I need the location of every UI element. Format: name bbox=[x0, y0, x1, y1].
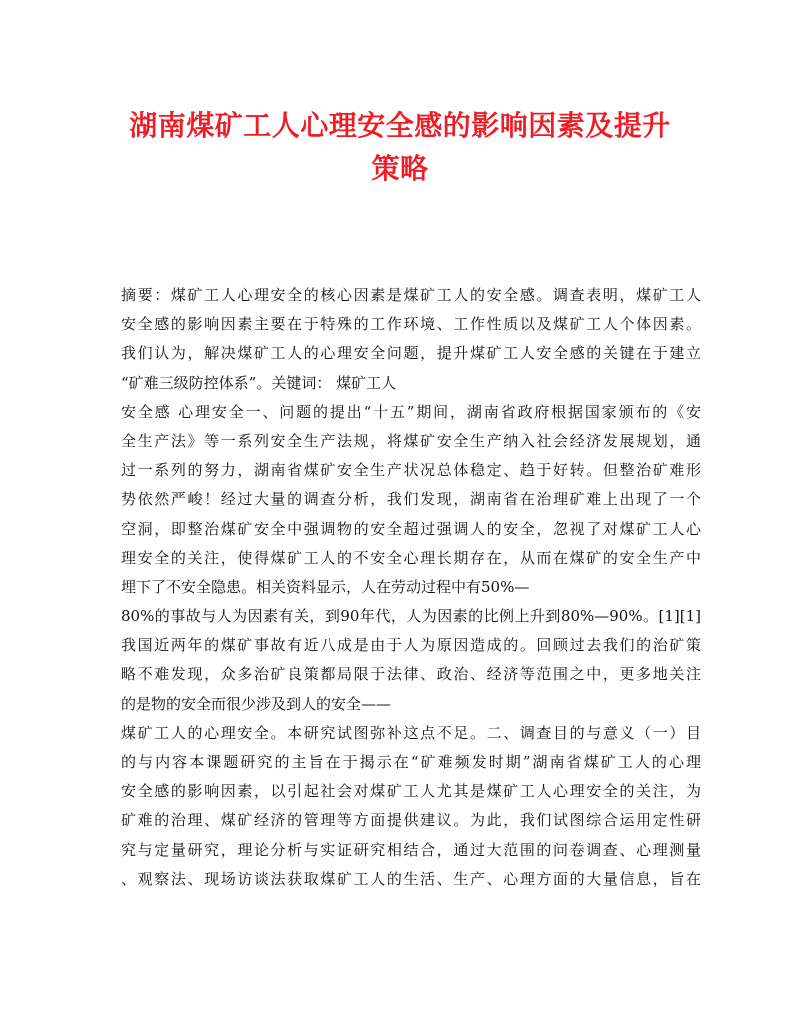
body-line: 全生产法》等一系列安全生产法规，将煤矿安全生产纳入社会经济发展规划，通 bbox=[121, 431, 701, 450]
body-line: 80%的事故与人为因素有关，到90年代，人为因素的比例上升到80%—90%。[1][1] bbox=[121, 607, 701, 626]
body-line: 安全感 心理安全一、问题的提出“十五”期间，湖南省政府根据国家颁布的《安 bbox=[121, 402, 701, 421]
body-line: 我国近两年的煤矿事故有近八成是由于人为原因造成的。回顾过去我们的治矿策 bbox=[121, 636, 701, 655]
body-line: 我们认为，解决煤矿工人的心理安全问题，提升煤矿工人安全感的关键在于建立 bbox=[121, 344, 701, 363]
body-line: 矿难的治理、煤矿经济的管理等方面提供建议。为此，我们试图综合运用定性研 bbox=[121, 811, 701, 830]
body-line: 理安全的关注，使得煤矿工人的不安全心理长期存在，从而在煤矿的安全生产中 bbox=[121, 548, 701, 567]
body-line: 过一系列的努力，湖南省煤矿安全生产状况总体稳定、趋于好转。但整治矿难形 bbox=[121, 461, 701, 480]
body-line: 煤矿工人的心理安全。本研究试图弥补这点不足。二、调查目的与意义（一）目 bbox=[121, 723, 701, 742]
body-line: 的是物的安全而很少涉及到人的安全—— bbox=[121, 694, 392, 713]
body-line: 空洞，即整治煤矿安全中强调物的安全超过强调人的安全，忽视了对煤矿工人心 bbox=[121, 519, 701, 538]
title-line-1: 湖南煤矿工人心理安全感的影响因素及提升 bbox=[129, 109, 671, 142]
body-line: 的与内容本课题研究的主旨在于揭示在“矿难频发时期”湖南省煤矿工人的心理 bbox=[121, 753, 701, 771]
document-title bbox=[0, 104, 800, 190]
body-line: 略不难发现，众多治矿良策都局限于法律、政治、经济等范围之中，更多地关注 bbox=[121, 665, 701, 684]
body-line: 埋下了不安全隐患。相关资料显示，人在劳动过程中有50%— bbox=[121, 577, 530, 596]
body-line: 、观察法、现场访谈法获取煤矿工人的生活、生产、心理方面的大量信息，旨在 bbox=[121, 869, 701, 888]
body-line: 势依然严峻！经过大量的调查分析，我们发现，湖南省在治理矿难上出现了一个 bbox=[121, 490, 701, 509]
body-line: 安全感的影响因素，以引起社会对煤矿工人尤其是煤矿工人心理安全的关注，为 bbox=[121, 782, 701, 801]
body-line: 究与定量研究，理论分析与实证研究相结合，通过大范围的问卷调查、心理测量 bbox=[121, 840, 701, 859]
body-line: “矿难三级防控体系”。关键词： 煤矿工人 bbox=[121, 373, 397, 392]
document-body bbox=[121, 281, 701, 894]
body-line: 摘要：煤矿工人心理安全的核心因素是煤矿工人的安全感。调查表明，煤矿工人 bbox=[121, 286, 701, 304]
title-line-2: 策略 bbox=[371, 152, 429, 185]
body-line: 安全感的影响因素主要在于特殊的工作环境、工作性质以及煤矿工人个体因素。 bbox=[121, 315, 701, 334]
